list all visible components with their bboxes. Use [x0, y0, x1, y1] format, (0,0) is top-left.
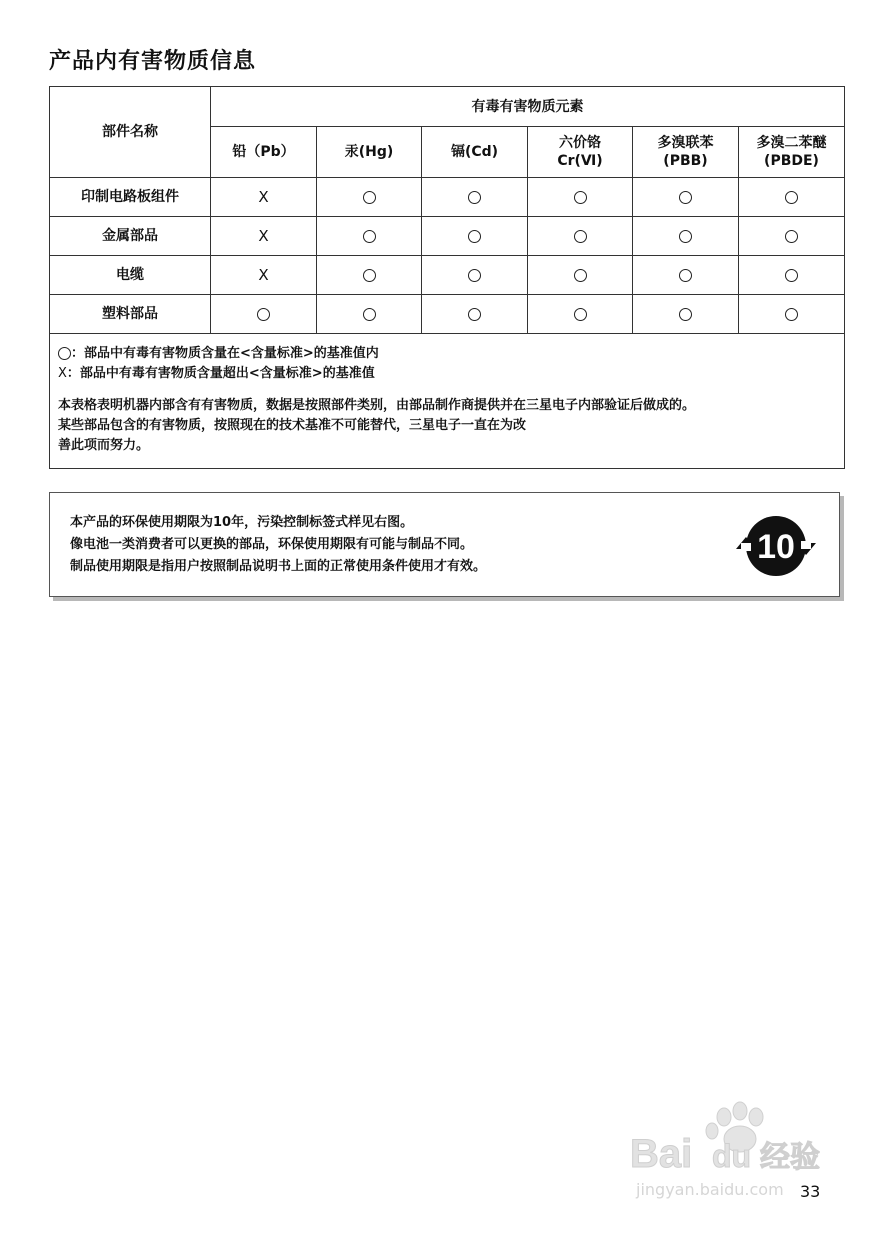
circle-mark-icon: [574, 230, 587, 243]
column-header-line-1: 镉(Cd): [450, 144, 499, 160]
logo-years-text: 10: [757, 528, 795, 566]
table-row: [50, 256, 845, 295]
watermark-url: jingyan.baidu.com: [636, 1180, 784, 1199]
table-row: [50, 217, 845, 256]
substance-column-header: [422, 127, 528, 178]
watermark-brand-right: du: [712, 1138, 752, 1174]
x-mark: X: [258, 226, 269, 245]
circle-mark-icon: [679, 230, 692, 243]
env-line-3: 制品使用期限是指用户按照制品说明书上面的正常使用条件使用才有效。: [70, 559, 487, 574]
compliant-cell: [633, 256, 739, 295]
column-header-line-1: 多溴二苯醚: [756, 135, 827, 151]
compliant-cell: [528, 217, 633, 256]
compliant-cell: [528, 256, 633, 295]
column-header-line-2: Cr(Ⅵ): [557, 153, 603, 169]
substance-column-header: [211, 127, 317, 178]
compliant-cell: [317, 217, 422, 256]
compliant-cell: [317, 178, 422, 217]
note-paragraph-line-3: 善此项而努力。: [58, 438, 150, 453]
watermark-brand-left: Bai: [630, 1132, 693, 1176]
circle-mark-icon: [257, 308, 270, 321]
circle-mark-icon: [574, 308, 587, 321]
part-name-cell: 电缆: [50, 256, 211, 295]
compliant-cell: [422, 217, 528, 256]
part-name-cell: 塑料部品: [50, 295, 211, 334]
compliant-cell: [633, 295, 739, 334]
circle-symbol-icon: [58, 347, 71, 360]
compliant-cell: [528, 178, 633, 217]
circle-mark-icon: [363, 230, 376, 243]
table-row: [50, 295, 845, 334]
compliant-cell: [739, 295, 845, 334]
circle-mark-icon: [785, 308, 798, 321]
environment-info-box: [49, 492, 840, 597]
substance-column-header: [317, 127, 422, 178]
circle-note: [58, 344, 836, 364]
compliant-cell: [422, 295, 528, 334]
compliant-cell: [739, 256, 845, 295]
part-name-header: 部件名称: [50, 87, 211, 178]
hazardous-substance-table: [49, 86, 845, 469]
compliant-cell: [633, 217, 739, 256]
env-line-2: 像电池一类消费者可以更换的部品，环保使用期限有可能与制品不同。: [70, 537, 474, 552]
pollution-control-logo-icon: [733, 513, 819, 579]
circle-mark-icon: [574, 269, 587, 282]
compliant-cell: [211, 295, 317, 334]
circle-mark-icon: [363, 269, 376, 282]
part-name-cell: 印制电路板组件: [50, 178, 211, 217]
compliant-cell: [422, 256, 528, 295]
page-number: 33: [800, 1182, 821, 1201]
exceeds-cell: [211, 256, 317, 295]
note-paragraph-line-1: 本表格表明机器内部含有有害物质，数据是按照部件类别，由部品制作商提供并在三星电子内部验证后做成的。: [58, 398, 696, 413]
table-header-row-1: [50, 87, 845, 127]
page-title: 产品内有害物质信息: [49, 49, 257, 74]
part-name-cell: 金属部品: [50, 217, 211, 256]
note-paragraph-line-2: 某些部品包含的有害物质，按照现在的技术基准不可能替代，三星电子一直在为改: [58, 418, 527, 433]
substance-column-header: [739, 127, 845, 178]
substance-column-header: [528, 127, 633, 178]
column-header-line-1: 铅（Pb）: [232, 144, 295, 160]
table-row: [50, 178, 845, 217]
circle-mark-icon: [468, 308, 481, 321]
env-line-1: 本产品的环保使用期限为10年，污染控制标签式样见右图。: [70, 515, 414, 530]
column-header-line-1: 六价铬: [559, 135, 601, 151]
compliant-cell: [317, 295, 422, 334]
circle-mark-icon: [468, 269, 481, 282]
column-header-line-2: (PBDE): [764, 153, 819, 169]
circle-mark-icon: [468, 191, 481, 204]
notes-row: [50, 334, 845, 469]
exceeds-cell: [211, 178, 317, 217]
compliant-cell: [739, 178, 845, 217]
circle-mark-icon: [679, 191, 692, 204]
x-note: [58, 364, 836, 384]
circle-mark-icon: [785, 191, 798, 204]
circle-mark-icon: [574, 191, 587, 204]
column-header-line-1: 汞(Hg): [344, 144, 394, 160]
circle-mark-icon: [679, 269, 692, 282]
x-mark: X: [258, 265, 269, 284]
circle-mark-icon: [468, 230, 481, 243]
compliant-cell: [422, 178, 528, 217]
compliant-cell: [633, 178, 739, 217]
circle-mark-icon: [363, 308, 376, 321]
circle-mark-icon: [785, 230, 798, 243]
watermark-brand-cn: 经验: [760, 1140, 820, 1175]
x-note-text: ：部品中有毒有害物质含量超出<含量标准>的基准值: [66, 366, 375, 381]
circle-mark-icon: [363, 191, 376, 204]
column-header-line-1: 多溴联苯: [657, 135, 714, 151]
circle-mark-icon: [679, 308, 692, 321]
notes-cell: [50, 334, 845, 469]
compliant-cell: [739, 217, 845, 256]
substance-group-header: 有毒有害物质元素: [211, 87, 845, 127]
x-symbol: X: [58, 366, 67, 381]
circle-mark-icon: [785, 269, 798, 282]
environment-info-text: [70, 512, 486, 578]
substance-column-header: [633, 127, 739, 178]
x-mark: X: [258, 187, 269, 206]
compliant-cell: [528, 295, 633, 334]
exceeds-cell: [211, 217, 317, 256]
column-header-line-2: (PBB): [663, 153, 708, 169]
compliant-cell: [317, 256, 422, 295]
circle-note-text: ：部品中有毒有害物质含量在<含量标准>的基准值内: [71, 346, 379, 361]
